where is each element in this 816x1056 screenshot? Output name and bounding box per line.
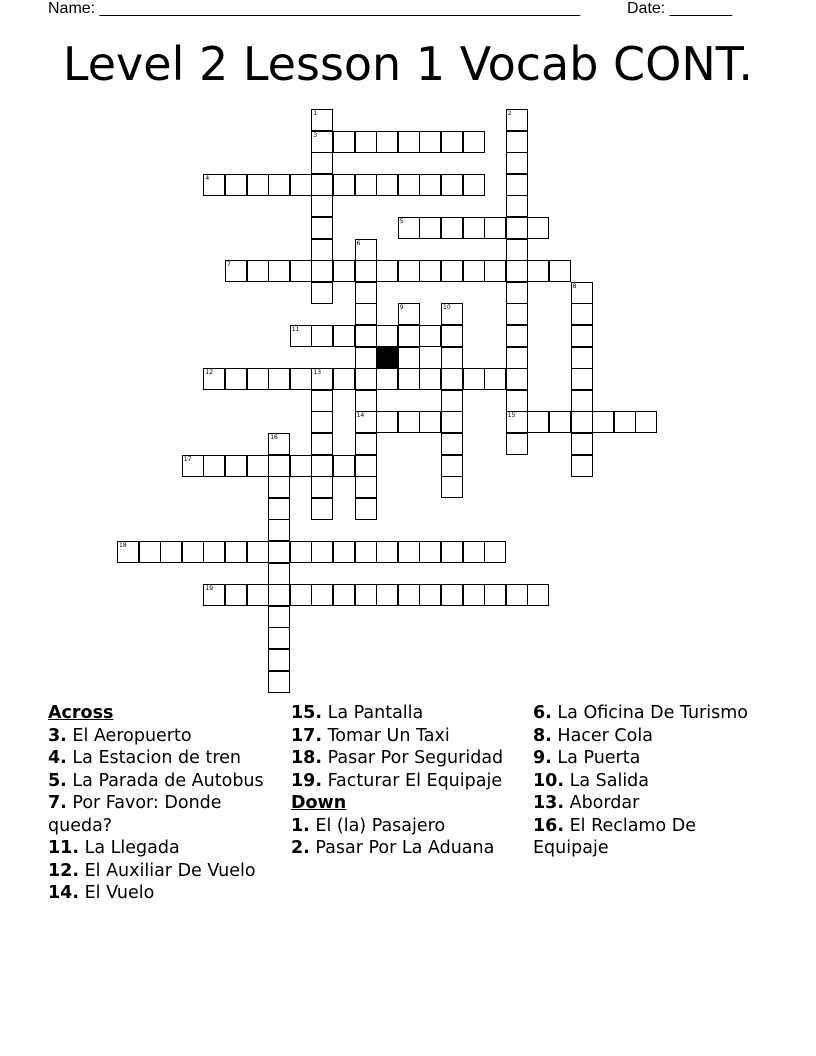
clue-number: 4 (205, 174, 210, 182)
grid-cell[interactable] (506, 195, 528, 217)
across-clue: 12. El Auxiliar De Vuelo (48, 860, 256, 881)
grid-cell[interactable] (311, 584, 333, 606)
grid-cell[interactable] (311, 368, 333, 390)
grid-cell[interactable] (506, 109, 528, 131)
grid-cell[interactable] (247, 541, 269, 563)
grid-cell[interactable] (527, 584, 549, 606)
grid-cell[interactable] (333, 260, 355, 282)
grid-cell[interactable] (506, 368, 528, 390)
grid-cell[interactable] (311, 195, 333, 217)
grid-cell[interactable] (225, 455, 247, 477)
down-clue: 2. Pasar Por La Aduana (291, 838, 495, 858)
grid-cell[interactable] (290, 541, 312, 563)
grid-cell[interactable] (506, 131, 528, 153)
grid-cell[interactable] (484, 260, 506, 282)
across-clue: 7. Por Favor: Donde queda? (48, 793, 222, 836)
grid-cell[interactable] (506, 217, 528, 239)
grid-cell[interactable] (484, 541, 506, 563)
grid-cell[interactable] (247, 368, 269, 390)
grid-cell[interactable] (398, 325, 420, 347)
grid-cell[interactable] (203, 455, 225, 477)
grid-cell[interactable] (398, 260, 420, 282)
clue-number: 1 (313, 110, 318, 117)
grid-cell[interactable] (463, 260, 485, 282)
grid-cell[interactable] (139, 541, 161, 563)
across-clue: 15. La Pantalla (291, 703, 424, 723)
grid-cell[interactable] (268, 627, 290, 649)
grid-cell[interactable] (398, 541, 420, 563)
page-title: Level 2 Lesson 1 Vocab CONT. (62, 37, 754, 91)
grid-cell[interactable] (398, 584, 420, 606)
grid-cell[interactable] (355, 411, 377, 433)
grid-cell[interactable] (225, 174, 247, 196)
grid-cell[interactable] (355, 584, 377, 606)
grid-cell[interactable] (506, 303, 528, 325)
down-clue: 10. La Salida (533, 770, 650, 791)
grid-cell[interactable] (484, 217, 506, 239)
grid-cell[interactable] (635, 411, 657, 433)
across-clue: 17. Tomar Un Taxi (291, 725, 450, 746)
across-clue: 19. Facturar El Equipaje (291, 770, 503, 791)
clue-column-2 (291, 702, 527, 860)
grid-cell[interactable] (376, 584, 398, 606)
grid-cell[interactable] (333, 368, 355, 390)
grid-cell[interactable] (333, 174, 355, 196)
down-heading: Down (291, 793, 347, 813)
clue-number: 15 (507, 412, 516, 420)
down-clue: 16. El Reclamo De Equipaje (533, 815, 696, 858)
grid-cell[interactable] (311, 325, 333, 347)
grid-cell[interactable] (484, 584, 506, 606)
grid-cell[interactable] (419, 325, 441, 347)
clue-number: 8 (572, 282, 577, 290)
grid-cell[interactable] (311, 433, 333, 455)
grid-cell[interactable] (268, 260, 290, 282)
grid-cell[interactable] (506, 584, 528, 606)
grid-cell[interactable] (268, 563, 290, 585)
grid-cell[interactable] (463, 368, 485, 390)
grid-cell[interactable] (549, 411, 571, 433)
grid-cell[interactable] (506, 411, 528, 433)
clue-number: 12 (205, 369, 214, 377)
grid-cell[interactable] (527, 411, 549, 433)
grid-cell[interactable] (506, 152, 528, 174)
grid-cell-blocked (376, 347, 398, 369)
clue-column-1 (48, 702, 283, 905)
clue-number: 19 (205, 585, 214, 593)
name-field-label: Name: ______________________________________________________ (48, 0, 581, 17)
grid-cell[interactable] (571, 347, 593, 369)
grid-cell[interactable] (527, 217, 549, 239)
grid-cell[interactable] (311, 152, 333, 174)
grid-cell[interactable] (441, 411, 463, 433)
grid-cell[interactable] (441, 217, 463, 239)
grid-cell[interactable] (571, 455, 593, 477)
grid-cell[interactable] (463, 131, 485, 153)
grid-cell[interactable] (376, 541, 398, 563)
across-clue: 3. El Aeropuerto (48, 725, 192, 746)
grid-cell[interactable] (268, 174, 290, 196)
grid-cell[interactable] (463, 217, 485, 239)
grid-cell[interactable] (290, 455, 312, 477)
grid-cell[interactable] (398, 131, 420, 153)
grid-cell[interactable] (441, 433, 463, 455)
clue-number: 14 (356, 412, 365, 420)
grid-cell[interactable] (247, 455, 269, 477)
grid-cell[interactable] (268, 498, 290, 520)
grid-cell[interactable] (355, 303, 377, 325)
grid-cell[interactable] (311, 131, 333, 153)
grid-cell[interactable] (333, 325, 355, 347)
clue-number: 17 (183, 455, 192, 463)
grid-cell[interactable] (398, 411, 420, 433)
grid-cell[interactable] (376, 368, 398, 390)
grid-cell[interactable] (355, 368, 377, 390)
grid-cell[interactable] (203, 174, 225, 196)
clue-number: 16 (270, 434, 278, 441)
grid-cell[interactable] (376, 131, 398, 153)
grid-cell[interactable] (311, 498, 333, 520)
across-clue: 11. La Llegada (48, 838, 180, 858)
grid-cell[interactable] (506, 433, 528, 455)
grid-cell[interactable] (571, 433, 593, 455)
grid-cell[interactable] (506, 282, 528, 304)
grid-cell[interactable] (463, 541, 485, 563)
grid-cell[interactable] (203, 368, 225, 390)
grid-cell[interactable] (355, 476, 377, 498)
grid-cell[interactable] (355, 433, 377, 455)
grid-cell[interactable] (311, 541, 333, 563)
grid-cell[interactable] (268, 606, 290, 628)
grid-cell[interactable] (355, 325, 377, 347)
grid-cell[interactable] (398, 347, 420, 369)
grid-cell[interactable] (203, 584, 225, 606)
grid-cell[interactable] (225, 584, 247, 606)
grid-cell[interactable] (506, 239, 528, 261)
grid-cell[interactable] (571, 282, 593, 304)
clue-number: 2 (507, 110, 512, 117)
grid-cell[interactable] (268, 671, 290, 693)
grid-cell[interactable] (441, 325, 463, 347)
grid-cell[interactable] (311, 217, 333, 239)
grid-cell[interactable] (355, 260, 377, 282)
grid-cell[interactable] (290, 174, 312, 196)
clue-number: 9 (399, 304, 404, 312)
across-clue: 14. El Vuelo (48, 883, 155, 903)
grid-cell[interactable] (506, 174, 528, 196)
grid-cell[interactable] (419, 217, 441, 239)
grid-cell[interactable] (506, 325, 528, 347)
grid-cell[interactable] (268, 433, 290, 455)
grid-cell[interactable] (268, 649, 290, 671)
grid-cell[interactable] (506, 260, 528, 282)
grid-cell[interactable] (225, 541, 247, 563)
grid-cell[interactable] (571, 303, 593, 325)
grid-cell[interactable] (376, 174, 398, 196)
grid-cell[interactable] (419, 174, 441, 196)
grid-cell[interactable] (441, 303, 463, 325)
grid-cell[interactable] (376, 260, 398, 282)
grid-cell[interactable] (506, 347, 528, 369)
grid-cell[interactable] (355, 282, 377, 304)
down-clue: 1. El (la) Pasajero (291, 815, 446, 836)
grid-cell[interactable] (592, 411, 614, 433)
grid-cell[interactable] (441, 174, 463, 196)
grid-cell[interactable] (290, 584, 312, 606)
grid-cell[interactable] (355, 131, 377, 153)
grid-cell[interactable] (441, 390, 463, 412)
grid-cell[interactable] (290, 325, 312, 347)
grid-cell[interactable] (441, 131, 463, 153)
grid-cell[interactable] (484, 368, 506, 390)
grid-cell[interactable] (441, 476, 463, 498)
clue-number: 7 (227, 261, 231, 269)
clue-number: 10 (443, 304, 451, 312)
grid-cell[interactable] (571, 390, 593, 412)
grid-cell[interactable] (290, 260, 312, 282)
grid-cell[interactable] (441, 584, 463, 606)
grid-cell[interactable] (333, 131, 355, 153)
grid-cell[interactable] (247, 260, 269, 282)
grid-cell[interactable] (182, 541, 204, 563)
grid-cell[interactable] (268, 455, 290, 477)
grid-cell[interactable] (571, 325, 593, 347)
grid-cell[interactable] (614, 411, 636, 433)
grid-cell[interactable] (398, 368, 420, 390)
grid-cell[interactable] (441, 347, 463, 369)
grid-cell[interactable] (268, 584, 290, 606)
grid-cell[interactable] (355, 239, 377, 261)
clue-number: 3 (313, 131, 318, 139)
grid-cell[interactable] (268, 476, 290, 498)
grid-cell[interactable] (527, 260, 549, 282)
grid-cell[interactable] (441, 455, 463, 477)
across-clue: 5. La Parada de Autobus (48, 770, 264, 791)
grid-cell[interactable] (311, 476, 333, 498)
grid-cell[interactable] (247, 174, 269, 196)
grid-cell[interactable] (419, 411, 441, 433)
grid-cell[interactable] (376, 411, 398, 433)
grid-cell[interactable] (463, 174, 485, 196)
grid-cell[interactable] (225, 368, 247, 390)
grid-cell[interactable] (441, 260, 463, 282)
grid-cell[interactable] (268, 368, 290, 390)
grid-cell[interactable] (419, 584, 441, 606)
grid-cell[interactable] (203, 541, 225, 563)
across-clue: 18. Pasar Por Seguridad (291, 748, 504, 768)
grid-cell[interactable] (268, 519, 290, 541)
grid-cell[interactable] (571, 411, 593, 433)
grid-cell[interactable] (376, 325, 398, 347)
grid-cell[interactable] (355, 347, 377, 369)
clue-number: 11 (291, 326, 300, 333)
grid-cell[interactable] (311, 174, 333, 196)
grid-cell[interactable] (290, 368, 312, 390)
grid-cell[interactable] (549, 260, 571, 282)
grid-cell[interactable] (311, 390, 333, 412)
grid-cell[interactable] (333, 584, 355, 606)
grid-cell[interactable] (311, 260, 333, 282)
grid-cell[interactable] (311, 282, 333, 304)
grid-cell[interactable] (355, 455, 377, 477)
grid-cell[interactable] (333, 541, 355, 563)
grid-cell[interactable] (117, 541, 139, 563)
grid-cell[interactable] (311, 411, 333, 433)
grid-cell[interactable] (571, 368, 593, 390)
down-clue: 9. La Puerta (533, 748, 641, 768)
across-clue: 4. La Estacion de tren (48, 748, 242, 768)
grid-cell[interactable] (398, 174, 420, 196)
clue-number: 6 (356, 239, 361, 247)
date-field-label: Date: _______ (627, 0, 732, 17)
down-clue: 13. Abordar (533, 793, 640, 813)
clue-number: 13 (313, 369, 322, 377)
grid-cell[interactable] (247, 584, 269, 606)
clue-column-3 (533, 702, 753, 860)
grid-cell[interactable] (419, 131, 441, 153)
grid-cell[interactable] (160, 541, 182, 563)
down-clue: 6. La Oficina De Turismo (533, 703, 748, 723)
grid-cell[interactable] (398, 303, 420, 325)
grid-cell[interactable] (225, 260, 247, 282)
grid-cell[interactable] (398, 217, 420, 239)
grid-cell[interactable] (333, 455, 355, 477)
grid-cell[interactable] (419, 368, 441, 390)
grid-cell[interactable] (355, 390, 377, 412)
grid-cell[interactable] (268, 541, 290, 563)
grid-cell[interactable] (355, 174, 377, 196)
grid-cell[interactable] (355, 541, 377, 563)
grid-cell[interactable] (463, 584, 485, 606)
grid-cell[interactable] (311, 455, 333, 477)
across-heading: Across (48, 703, 114, 723)
grid-cell[interactable] (311, 109, 333, 131)
grid-cell[interactable] (419, 260, 441, 282)
grid-cell[interactable] (311, 239, 333, 261)
grid-cell[interactable] (419, 541, 441, 563)
clue-number: 18 (119, 542, 127, 549)
grid-cell[interactable] (441, 368, 463, 390)
down-clue: 8. Hacer Cola (533, 725, 653, 746)
grid-cell[interactable] (506, 390, 528, 412)
grid-cell[interactable] (441, 541, 463, 563)
grid-cell[interactable] (355, 498, 377, 520)
clue-number: 5 (399, 218, 404, 225)
grid-cell[interactable] (182, 455, 204, 477)
